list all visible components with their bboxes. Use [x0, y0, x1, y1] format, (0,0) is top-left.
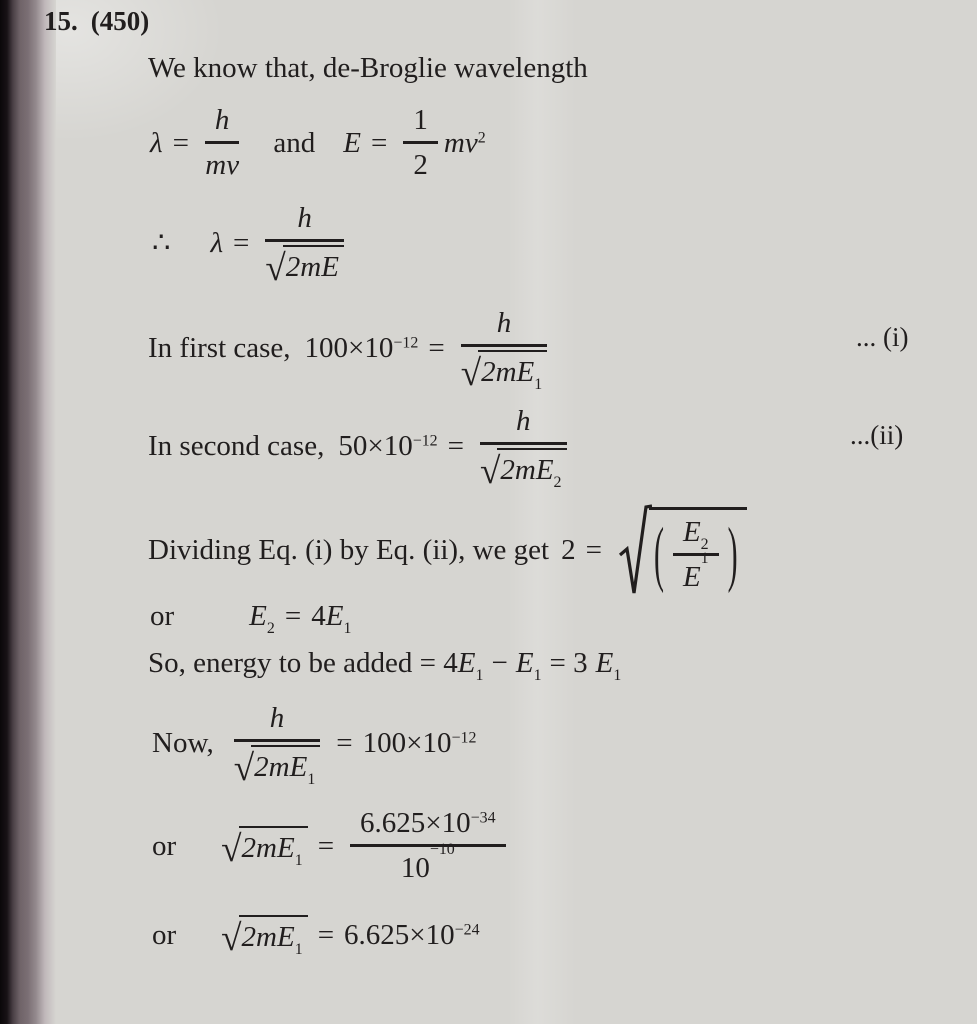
- E2-term: [249, 598, 275, 637]
- big-square-root: [618, 503, 747, 597]
- exponent: −12: [451, 729, 477, 747]
- E-symbol: E: [682, 515, 701, 548]
- radicand-2mE1: [239, 915, 308, 958]
- radical-sign: √: [221, 917, 242, 959]
- left-paren: (: [653, 513, 664, 595]
- equation-tag-ii: ...(ii): [850, 420, 904, 450]
- fraction-one-half: [403, 102, 438, 184]
- so-prefix: So, energy to be added = 4: [148, 647, 458, 679]
- mv-term: mv: [443, 126, 478, 159]
- equals-sign: =: [317, 829, 335, 862]
- now-line: [152, 700, 477, 790]
- squared-exponent: 2: [477, 129, 486, 147]
- equals-sign: =: [336, 726, 353, 759]
- radical-sign: √: [480, 451, 501, 493]
- square-root: [480, 448, 567, 493]
- answer-value: (450): [90, 6, 150, 36]
- numerator-one: 1: [403, 102, 438, 144]
- radicand-group: [649, 507, 747, 598]
- two-value: 2: [561, 533, 576, 566]
- exponent: −12: [412, 432, 438, 450]
- radicand-base: 2mE: [481, 356, 535, 389]
- problem-header: [44, 6, 149, 37]
- radicand-base: 2mE: [254, 751, 308, 784]
- denominator-sqrt: [233, 742, 321, 790]
- and-word: and: [273, 126, 316, 159]
- three-E1-term: [595, 645, 622, 684]
- square-root: [233, 745, 321, 790]
- equals-three: = 3: [549, 647, 588, 679]
- coefficient: 100×10: [304, 331, 394, 364]
- dividing-text: Dividing Eq. (i) by Eq. (ii), we get: [148, 533, 550, 566]
- numerator-h: h: [461, 305, 548, 347]
- subscript-1: 1: [307, 771, 316, 789]
- second-case-label: In second case,: [148, 429, 325, 462]
- equation-tag-i: ... (i): [856, 322, 909, 352]
- fraction-h-over-sqrt2mE2: [480, 403, 567, 493]
- intro-line: [148, 50, 588, 86]
- now-label: Now,: [152, 726, 214, 759]
- intro-text: We know that, de-Broglie wavelength: [148, 52, 588, 84]
- subscript-2: 2: [553, 474, 562, 492]
- square-root: [460, 350, 548, 395]
- denominator-sqrt: [265, 242, 344, 290]
- equals-sign: =: [447, 429, 464, 462]
- four-E1-term: [311, 598, 352, 637]
- subscript-2: 2: [266, 619, 275, 637]
- exponent: −10: [429, 841, 455, 859]
- fraction-E2-over-E1: [673, 514, 719, 596]
- denominator-sqrt: [480, 445, 567, 493]
- E-symbol: E: [325, 600, 344, 632]
- equation-conclusion-line: [152, 200, 350, 290]
- denominator-mv: mv: [205, 149, 240, 182]
- radical-sign: √: [460, 353, 482, 395]
- equals-sign: =: [172, 126, 189, 159]
- subscript-1: 1: [294, 940, 303, 958]
- subscript-1: 1: [700, 549, 709, 567]
- subscript-1: 1: [343, 619, 352, 637]
- minus-sign: −: [491, 647, 508, 679]
- or-word: or: [150, 600, 175, 632]
- exponent: −24: [454, 921, 480, 939]
- square-root: [265, 245, 344, 290]
- coefficient: 100×10: [362, 726, 452, 759]
- numerator-E2: [673, 514, 719, 556]
- radicand-2mE1: [251, 745, 320, 789]
- denominator-10e-10: [400, 841, 455, 886]
- denominator-sqrt: [460, 347, 548, 395]
- energy-added-line: [148, 645, 622, 684]
- coefficient: 4: [311, 600, 326, 632]
- equals-sign: =: [585, 533, 602, 566]
- right-paren: ): [727, 513, 738, 595]
- E-symbol: E: [249, 600, 267, 632]
- numerator-h: h: [234, 700, 321, 742]
- fraction-h-over-sqrt2mE1: [233, 700, 321, 790]
- radicand-base: 2mE: [241, 921, 295, 953]
- E-symbol: E: [595, 647, 614, 679]
- subscript-1: 1: [534, 376, 543, 394]
- lambda-symbol: λ: [150, 126, 163, 159]
- exponent: −12: [393, 334, 419, 352]
- radicand-2mE1: [239, 826, 308, 869]
- problem-number: 15.: [44, 6, 78, 36]
- book-spine-edge: [0, 0, 56, 1024]
- coefficient: 50×10: [338, 429, 413, 462]
- or-word: or: [152, 919, 177, 951]
- numerator-h: h: [265, 200, 344, 242]
- radical-sign: √: [265, 248, 286, 290]
- subscript-1: 1: [294, 851, 303, 869]
- fraction-h-over-sqrt2mE1: [460, 305, 548, 395]
- E1-term: [457, 645, 484, 684]
- second-case-line: [148, 403, 573, 493]
- radical-sign: √: [233, 748, 255, 790]
- coefficient: 10: [400, 852, 430, 885]
- radicand-base: 2mE: [500, 454, 554, 487]
- mv-squared: [444, 125, 486, 161]
- exponent: −34: [470, 809, 496, 827]
- E1-term: [515, 645, 542, 684]
- subscript-2: 2: [700, 535, 709, 553]
- value-100e-12: [363, 725, 477, 761]
- radical-sign: √: [221, 828, 242, 870]
- subscript-1: 1: [475, 666, 484, 684]
- or-word: or: [152, 829, 177, 862]
- first-case-label: In first case,: [148, 331, 291, 364]
- fraction-h-over-mv: [205, 102, 240, 184]
- wavelength-value-1: [305, 330, 419, 366]
- equals-sign: =: [284, 600, 302, 632]
- equals-sign: =: [371, 126, 388, 159]
- value-6625e-24: [344, 917, 480, 953]
- equation-basics-line: [150, 102, 486, 184]
- subscript-1: 1: [533, 666, 542, 684]
- first-case-line: [148, 305, 553, 395]
- or-fraction-line: [152, 805, 512, 887]
- denominator-two: 2: [413, 149, 428, 182]
- therefore-symbol: ∴: [152, 226, 171, 259]
- or-result-line: [152, 915, 480, 959]
- denominator-E1: [682, 549, 709, 595]
- numerator-h: h: [480, 403, 567, 445]
- radicand-2mE1: [478, 350, 547, 394]
- E-symbol: E: [457, 647, 476, 679]
- coefficient: 6.625×10: [360, 807, 471, 839]
- wavelength-value-2: [338, 428, 437, 464]
- square-root: [221, 915, 308, 959]
- lambda-symbol: λ: [210, 226, 224, 259]
- coefficient: 6.625×10: [344, 919, 455, 951]
- radicand-2mE2: [497, 448, 566, 492]
- dividing-line: [148, 503, 747, 597]
- equals-sign: =: [428, 331, 445, 364]
- radicand-base: 2mE: [241, 831, 295, 864]
- radicand-2mE: 2mE: [283, 245, 344, 285]
- fraction-planck-over-power: [350, 805, 506, 887]
- or-e2-line: [150, 598, 352, 637]
- E-symbol: E: [682, 560, 701, 593]
- radical-sign-icon: [618, 503, 652, 597]
- numerator-6625e-34: [350, 805, 506, 847]
- E-symbol: E: [515, 647, 534, 679]
- subscript-1: 1: [613, 666, 622, 684]
- equals-sign: =: [317, 919, 335, 951]
- energy-symbol: E: [343, 126, 362, 159]
- equals-sign: =: [233, 226, 250, 259]
- fraction-h-over-sqrt2mE: [265, 200, 344, 290]
- square-root: [221, 826, 308, 870]
- numerator-h: h: [205, 102, 240, 144]
